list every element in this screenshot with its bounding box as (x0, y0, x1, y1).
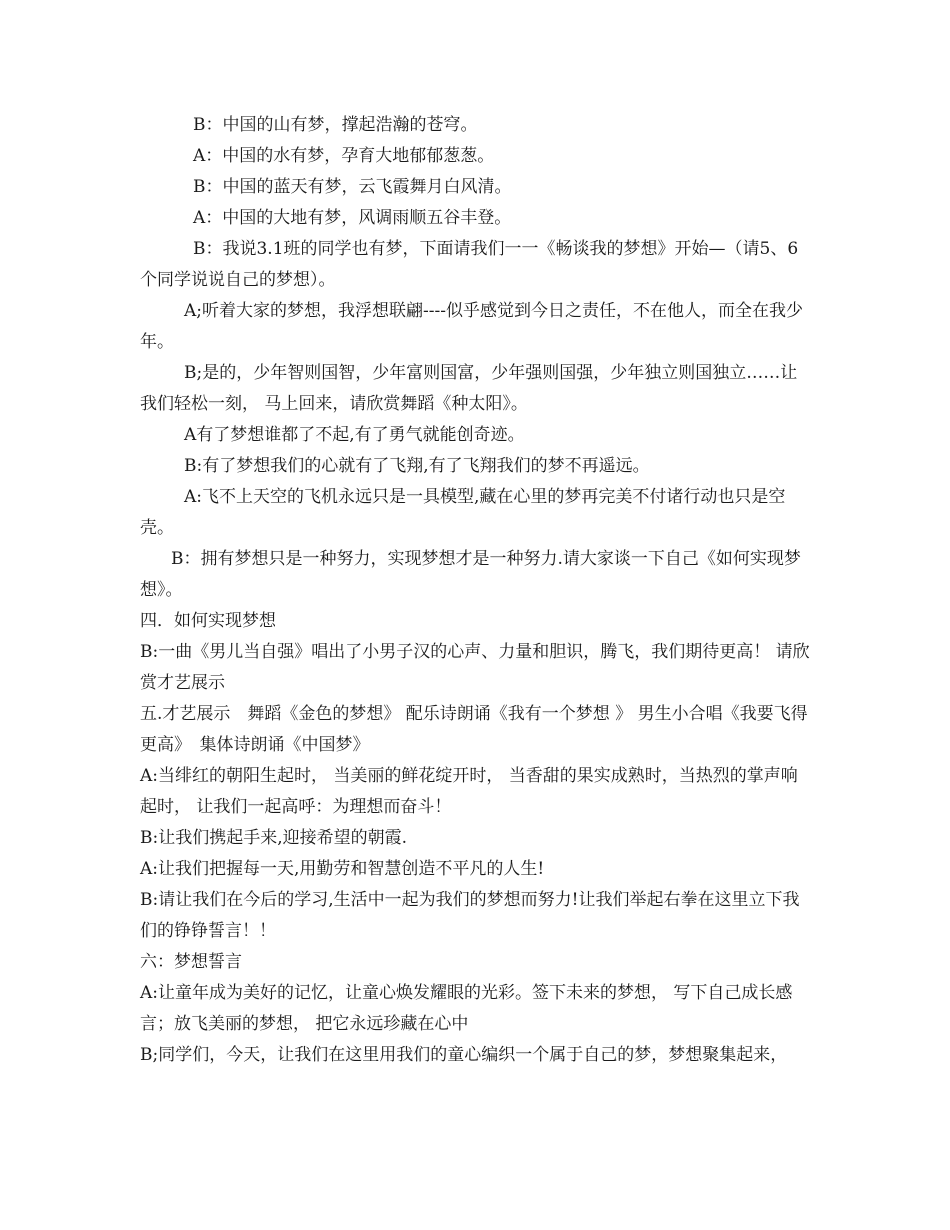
paragraph-13: A:当绯红的朝阳生起时， 当美丽的鲜花绽开时， 当香甜的果实成熟时，当热烈的掌声响起时， 让我们一起高呼：为理想而奋斗！ (140, 766, 798, 817)
paragraph-15: A:让我们把握每一天,用勤劳和智慧创造不平凡的人生! (140, 859, 545, 879)
paragraph-8: A有了梦想谁都了不起,有了勇气就能创奇迹。 (184, 425, 525, 445)
section-heading-5: 五.才艺展示 舞蹈《金色的梦想》 配乐诗朗诵《我有一个梦想 》 男生小合唱《我要飞得更高》 集体诗朗诵《中国梦》 (140, 704, 808, 755)
section-heading-6: 六：梦想誓言 (140, 952, 242, 972)
paragraph-4: A：中国的大地有梦，风调雨顺五谷丰登。 (193, 208, 512, 228)
paragraph-3: B：中国的蓝天有梦，云飞霞舞月白风清。 (193, 177, 512, 197)
paragraph-10: A:飞不上天空的飞机永远只是一具模型,藏在心里的梦再完美不付诸行动也只是空壳。 (140, 487, 786, 538)
paragraph-1: B：中国的山有梦，撑起浩瀚的苍穹。 (193, 115, 478, 135)
paragraph-14: B:让我们携起手来,迎接希望的朝霞. (140, 828, 408, 848)
paragraph-9: B:有了梦想我们的心就有了飞翔,有了飞翔我们的梦不再遥远。 (184, 456, 650, 476)
paragraph-12: B:一曲《男儿当自强》唱出了小男子汉的心声、力量和胆识，腾飞，我们期待更高！ 请欣赏才艺展示 (140, 642, 810, 693)
paragraph-17: A:让童年成为美好的记忆，让童心焕发耀眼的光彩。签下未来的梦想， 写下自己成长感言；放飞美丽的梦想， 把它永远珍藏在心中 (140, 983, 793, 1034)
paragraph-6: A;听着大家的梦想，我浮想联翩----似乎感觉到今日之责任，不在他人，而全在我少年。 (140, 301, 803, 352)
paragraph-2: A：中国的水有梦，孕育大地郁郁葱葱。 (193, 146, 495, 166)
document-body (140, 110, 812, 1071)
section-heading-4: 四．如何实现梦想 (140, 611, 276, 631)
paragraph-18: B;同学们，今天，让我们在这里用我们的童心编织一个属于自己的梦，梦想聚集起来， (140, 1045, 788, 1065)
paragraph-11: B：拥有梦想只是一种努力，实现梦想才是一种努力.请大家谈一下自己《如何实现梦想》。 (140, 549, 801, 600)
paragraph-16: B:请让我们在今后的学习,生活中一起为我们的梦想而努力!让我们举起右拳在这里立下我们的铮铮誓言！！ (140, 890, 800, 941)
paragraph-7: B;是的，少年智则国智，少年富则国富，少年强则国强，少年独立则国独立……让我们轻松一刻， 马上回来，请欣赏舞蹈《种太阳》。 (140, 363, 798, 414)
paragraph-5: B：我说3.1班的同学也有梦，下面请我们一一《畅谈我的梦想》开始—（请5、6个同学说说自己的梦想）。 (140, 239, 799, 290)
